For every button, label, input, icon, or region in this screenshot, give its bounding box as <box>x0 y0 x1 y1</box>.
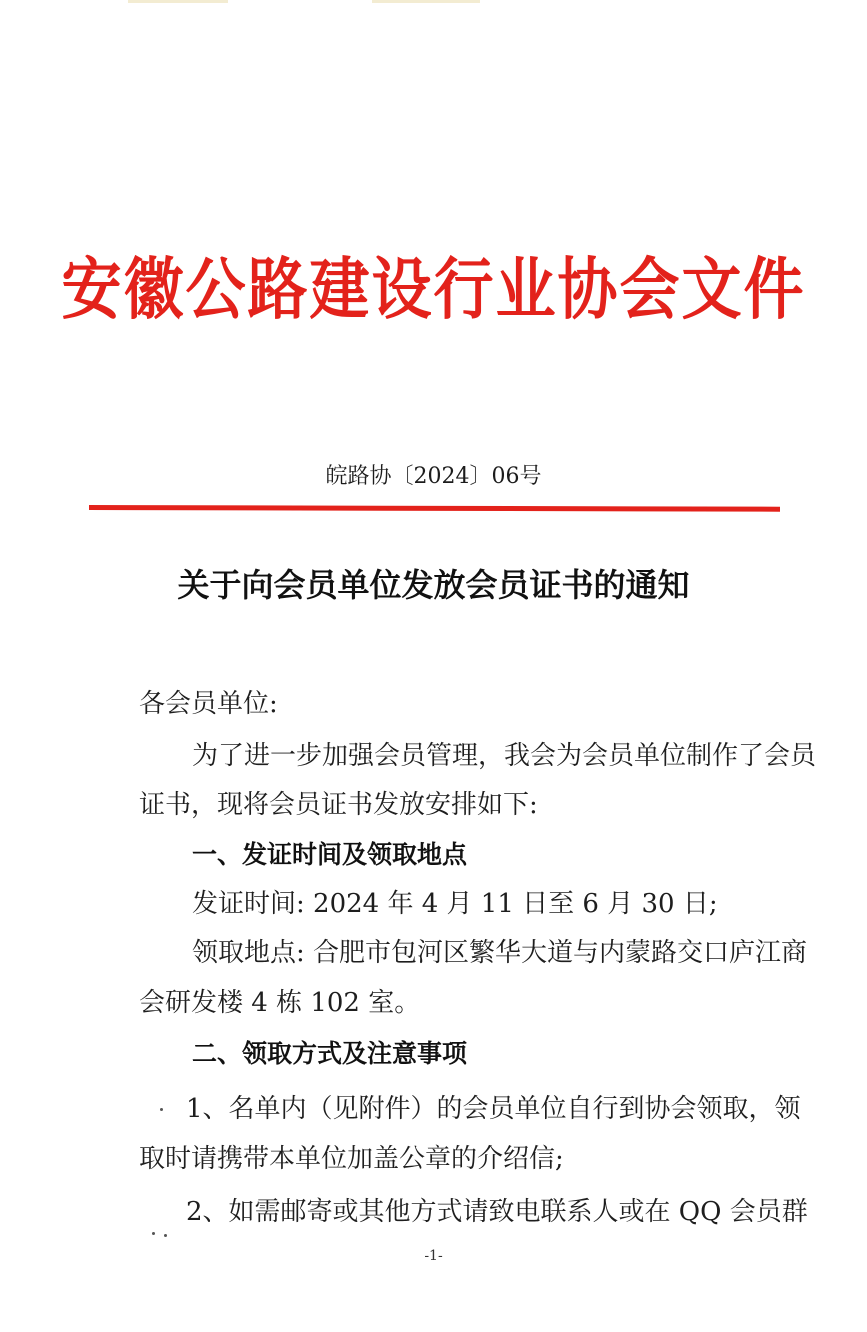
scan-artifact <box>128 0 228 3</box>
section-heading: 二、领取方式及注意事项 <box>192 1039 468 1068</box>
red-divider-line <box>89 505 780 512</box>
scan-speck <box>152 1232 155 1235</box>
paragraph-line: 1、名单内（见附件）的会员单位自行到协会领取，领 <box>186 1094 801 1124</box>
scan-speck <box>164 1234 167 1237</box>
salutation: 各会员单位: <box>139 689 278 719</box>
paragraph-line: 取时请携带本单位加盖公章的介绍信; <box>139 1144 564 1174</box>
paragraph-line: 证书，现将会员证书发放安排如下: <box>139 790 538 820</box>
paragraph-line: 领取地点: 合肥市包河区繁华大道与内蒙路交口庐江商 <box>192 938 808 968</box>
section-heading: 一、发证时间及领取地点 <box>192 840 468 869</box>
paragraph-line: 发证时间: 2024 年 4 月 11 日至 6 月 30 日; <box>192 889 718 919</box>
paragraph-line: 2、如需邮寄或其他方式请致电联系人或在 QQ 会员群 <box>186 1197 808 1227</box>
letterhead-title: 安徽公路建设行业协会文件 <box>61 250 806 330</box>
paragraph-line: 为了进一步加强会员管理，我会为会员单位制作了会员 <box>192 741 817 771</box>
page-number: -1- <box>424 1248 443 1264</box>
scan-speck <box>160 1108 163 1111</box>
document-number: 皖路协〔2024〕06号 <box>325 464 542 489</box>
notice-title: 关于向会员单位发放会员证书的通知 <box>177 566 690 604</box>
paragraph-line: 会研发楼 4 栋 102 室。 <box>139 988 421 1018</box>
scan-artifact <box>372 0 480 3</box>
